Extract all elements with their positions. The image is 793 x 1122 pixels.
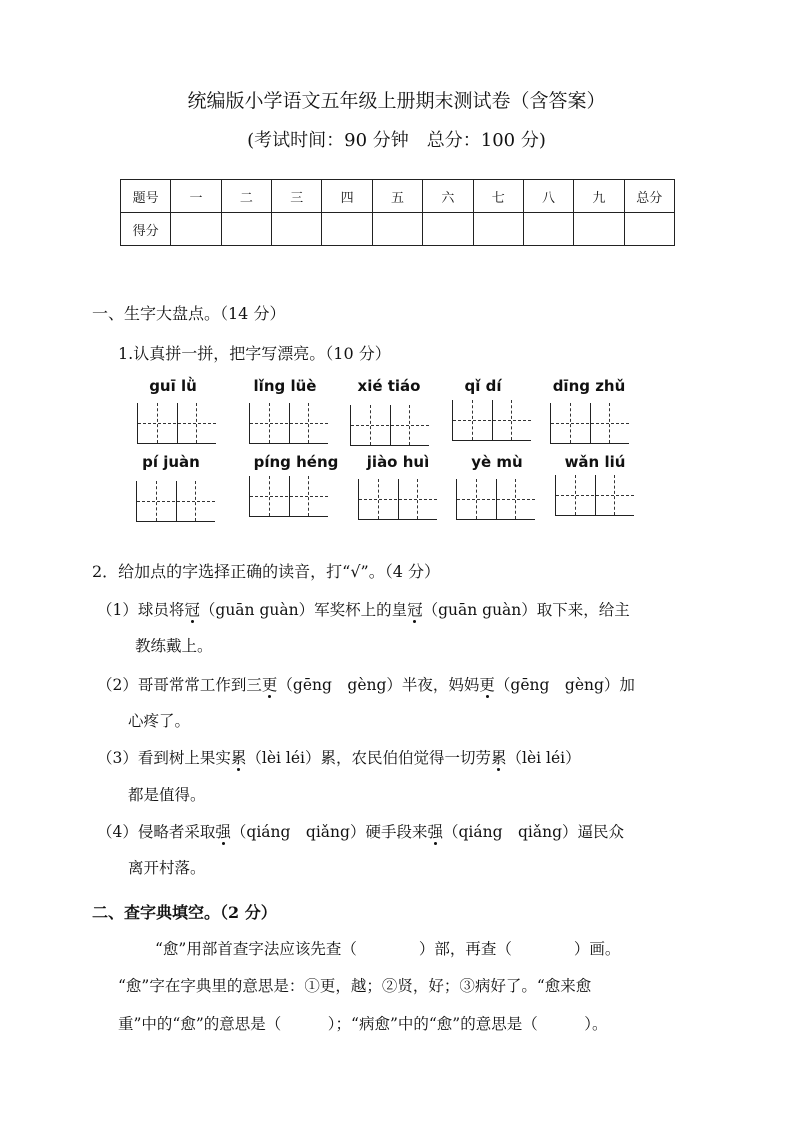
writing-grid[interactable] [350,405,429,446]
score-input-7[interactable] [473,213,523,246]
writing-grid[interactable] [452,400,531,441]
pinyin-word: qǐ dí [464,377,502,395]
q2-item: （2）哥哥常常工作到三更（gēng gèng）半夜，妈妈更（gēng gèng）加 [97,673,635,695]
score-cell-9: 九 [574,180,624,213]
score-cell-7: 七 [473,180,523,213]
pinyin-word: lǐng lüè [253,377,317,395]
dotted-char: 累 [231,746,247,768]
pinyin-word: wǎn liú [564,453,626,471]
score-table [120,179,675,246]
dotted-char: 冠 [184,598,200,620]
pinyin-word: pí juàn [142,453,200,471]
score-cell-6: 六 [423,180,473,213]
dotted-char: 强 [215,820,231,842]
score-row-label: 得分 [121,213,171,246]
score-cell-total: 总分 [624,180,674,213]
section1-heading: 一、生字大盘点。（14 分） [92,304,286,323]
score-input-4[interactable] [322,213,372,246]
score-cell-8: 八 [523,180,573,213]
q2-item-cont: 都是值得。 [128,786,206,804]
score-input-6[interactable] [423,213,473,246]
score-input-1[interactable] [171,213,221,246]
score-input-total[interactable] [624,213,674,246]
score-cell-2: 二 [221,180,271,213]
writing-grid[interactable] [550,403,629,444]
pinyin-word: píng héng [253,453,339,471]
score-input-9[interactable] [574,213,624,246]
pinyin-word: xié tiáo [357,377,421,395]
score-cell-4: 四 [322,180,372,213]
dotted-char: 累 [491,746,507,768]
pinyin-word: jiào huì [366,453,430,471]
score-cell-label: 题号 [121,180,171,213]
writing-grid[interactable] [249,403,328,444]
score-table-score-row [121,213,675,246]
score-cell-3: 三 [272,180,322,213]
pinyin-word: yè mù [471,453,523,471]
score-table-header-row [121,180,675,213]
writing-grid[interactable] [555,475,634,516]
section2-line: “愈”字在字典里的意思是：①更，越；②贤，好；③病好了。“愈来愈 [118,977,592,995]
score-input-8[interactable] [523,213,573,246]
q2-item: （3）看到树上果实累（lèi léi）累，农民伯伯觉得一切劳累（lèi léi） [97,746,581,768]
dotted-char: 更 [479,673,495,695]
q1-heading: 1.认真拼一拼，把字写漂亮。（10 分） [118,344,391,363]
writing-grid[interactable] [358,479,437,520]
writing-grid[interactable] [137,403,216,444]
pinyin-word: guī lǜ [149,377,197,395]
section2-line: 重”中的“愈”的意思是（ ）；“病愈”中的“愈”的意思是（ ）。 [118,1015,608,1033]
score-input-5[interactable] [372,213,422,246]
writing-grid[interactable] [456,479,535,520]
score-input-3[interactable] [272,213,322,246]
dotted-char: 强 [427,820,443,842]
score-cell-1: 一 [171,180,221,213]
dotted-char: 冠 [407,598,423,620]
q2-item: （1）球员将冠（guān guàn）军奖杯上的皇冠（guān guàn）取下来，给主 [97,598,630,620]
writing-grid[interactable] [136,481,215,522]
q2-item: （4）侵略者采取强（qiáng qiǎng）硬手段来强（qiáng qiǎng）逼民众 [97,820,624,842]
pinyin-word: dīng zhǔ [552,377,626,395]
section2-line: “愈”用部首查字法应该先查（ ）部，再查（ ）画。 [155,940,621,958]
score-cell-5: 五 [372,180,422,213]
page-subtitle: (考试时间：90 分钟 总分：100 分) [247,130,546,151]
q2-item-cont: 心疼了。 [128,712,191,730]
section2-heading: 二、查字典填空。（2 分） [92,903,277,922]
writing-grid[interactable] [249,476,328,517]
q2-item-cont: 教练戴上。 [135,637,213,655]
q2-item-cont: 离开村落。 [128,859,206,877]
dotted-char: 更 [262,673,278,695]
page-title: 统编版小学语文五年级上册期末测试卷（含答案） [187,90,606,112]
q2-heading: 2．给加点的字选择正确的读音，打“√”。（4 分） [92,562,441,581]
score-input-2[interactable] [221,213,271,246]
